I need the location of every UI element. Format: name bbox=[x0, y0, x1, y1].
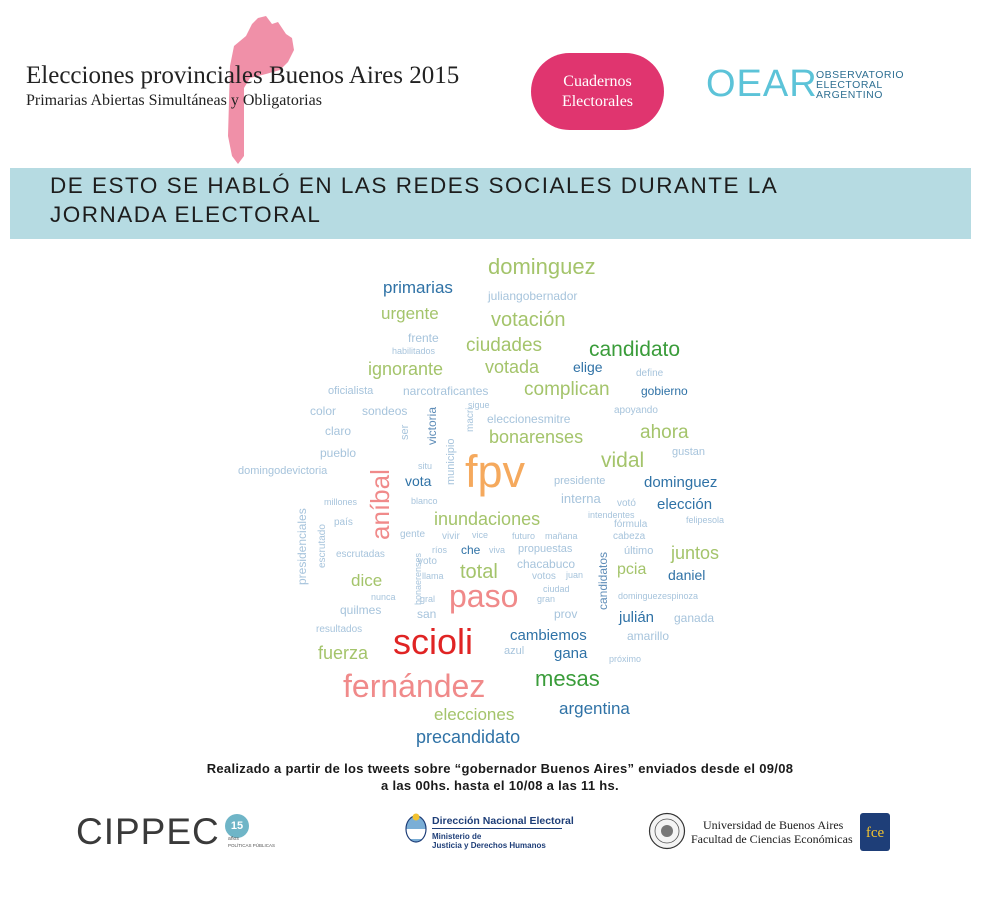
cloud-word: bonaerenses bbox=[413, 552, 423, 605]
cloud-word: votos bbox=[532, 571, 556, 582]
cloud-word: vota bbox=[405, 473, 432, 489]
cloud-word: último bbox=[624, 545, 654, 557]
cloud-word: pcia bbox=[617, 561, 647, 578]
uba-seal-icon bbox=[648, 812, 686, 850]
cloud-word: gran bbox=[537, 594, 556, 604]
cloud-word: gente bbox=[400, 529, 426, 540]
cloud-word: juliangobernador bbox=[488, 289, 578, 303]
cloud-word: precandidato bbox=[416, 727, 521, 747]
cloud-word: che bbox=[461, 543, 481, 557]
page-title: Elecciones provinciales Buenos Aires 2015 bbox=[26, 62, 460, 89]
cloud-word: fpv bbox=[465, 446, 526, 497]
cloud-word: ciudades bbox=[466, 335, 543, 356]
cloud-word: gral bbox=[420, 594, 436, 604]
cloud-word: habilitados bbox=[392, 346, 436, 356]
cloud-word: votó bbox=[617, 498, 636, 509]
cloud-word: llama bbox=[422, 571, 444, 581]
page-subtitle: Primarias Abiertas Simultáneas y Obligatorias bbox=[26, 92, 322, 109]
cloud-word: dominguezespinoza bbox=[618, 591, 699, 601]
cloud-word: nunca bbox=[371, 592, 396, 602]
cippec-logo: CIPPEC bbox=[76, 811, 220, 852]
cloud-word: dominguez bbox=[644, 474, 718, 491]
cloud-word: daniel bbox=[668, 567, 706, 583]
cloud-word: sigue bbox=[468, 400, 490, 410]
cloud-word: prov bbox=[554, 607, 578, 621]
fce-logo-text: fce bbox=[865, 825, 885, 841]
cloud-word: ciudad bbox=[543, 584, 570, 594]
cloud-word: ahora bbox=[640, 422, 689, 443]
cloud-word: amarillo bbox=[627, 629, 670, 643]
cloud-word: azul bbox=[504, 645, 525, 657]
cloud-word: vidal bbox=[601, 449, 645, 472]
cloud-word: bonarenses bbox=[489, 427, 584, 447]
cloud-word: juan bbox=[566, 570, 584, 580]
cloud-word: ríos bbox=[432, 545, 448, 555]
cloud-word: aníbal bbox=[365, 469, 395, 540]
cloud-word: define bbox=[636, 368, 664, 379]
cloud-word: futuro bbox=[512, 531, 536, 541]
dne-ministry-line-1: Ministerio de bbox=[432, 832, 482, 841]
cloud-word: chacabuco bbox=[517, 557, 576, 571]
cloud-word: primarias bbox=[383, 278, 453, 297]
cloud-word: escrutadas bbox=[336, 549, 385, 560]
cloud-word: sondeos bbox=[362, 404, 408, 418]
cloud-word: vice bbox=[472, 530, 489, 540]
pill-line-1: Cuadernos bbox=[563, 72, 632, 90]
cloud-word: color bbox=[310, 404, 337, 418]
fce-name: Facultad de Ciencias Económicas bbox=[691, 832, 853, 846]
cloud-word: eleccionesmitre bbox=[487, 412, 571, 426]
cloud-word: paso bbox=[449, 578, 519, 614]
national-coat-of-arms-icon bbox=[404, 812, 428, 844]
cloud-word: gustan bbox=[672, 446, 706, 458]
cloud-word: fuerza bbox=[318, 643, 369, 663]
cippec-anios-label: años bbox=[228, 836, 239, 842]
cloud-word: escrutado bbox=[317, 524, 328, 568]
cloud-word: elige bbox=[573, 359, 603, 375]
cloud-word: intendentes bbox=[588, 510, 635, 520]
cloud-word: pueblo bbox=[320, 446, 357, 460]
cloud-word: millones bbox=[324, 497, 358, 507]
cloud-word: elección bbox=[657, 496, 713, 513]
cloud-word: municipio bbox=[445, 438, 457, 485]
cloud-word: gobierno bbox=[641, 384, 688, 398]
cloud-word: inundaciones bbox=[434, 509, 541, 529]
cloud-word: cabeza bbox=[613, 531, 646, 542]
cloud-word: ignorante bbox=[368, 359, 444, 379]
cloud-word: candidatos bbox=[596, 551, 610, 610]
dne-divider bbox=[432, 828, 562, 829]
cloud-word: voto bbox=[418, 556, 437, 567]
cloud-word: situ bbox=[418, 461, 433, 471]
cloud-word: mañana bbox=[545, 531, 578, 541]
cloud-word: viva bbox=[489, 545, 506, 555]
caption-line-1: Realizado a partir de los tweets sobre “gobernador Buenos Aires” enviados desde el 09/08 bbox=[206, 761, 794, 776]
cloud-word: scioli bbox=[393, 621, 474, 662]
uba-name: Universidad de Buenos Aires bbox=[703, 818, 844, 832]
cloud-word: cambiemos bbox=[510, 627, 587, 644]
cloud-word: mesas bbox=[535, 666, 600, 691]
fce-logo bbox=[860, 813, 890, 851]
cloud-word: resultados bbox=[316, 624, 363, 635]
cloud-word: propuestas bbox=[518, 543, 573, 555]
cloud-word: julián bbox=[619, 609, 655, 626]
cloud-word: juntos bbox=[671, 543, 720, 563]
caption bbox=[120, 760, 880, 794]
pill-line-2: Electorales bbox=[561, 92, 634, 110]
cloud-word: votada bbox=[485, 357, 540, 377]
cloud-word: presidenciales bbox=[295, 508, 309, 585]
caption-line-2: a las 00hs. hasta el 10/08 a las 11 hs. bbox=[381, 778, 619, 793]
oear-line-1: OBSERVATORIO bbox=[816, 69, 905, 81]
cloud-word: macri bbox=[465, 407, 476, 432]
oear-logo: OEAR bbox=[706, 63, 818, 105]
cloud-word: argentina bbox=[559, 699, 630, 718]
cloud-word: país bbox=[334, 517, 353, 528]
cloud-word: fórmula bbox=[614, 519, 648, 530]
cloud-word: ganada bbox=[674, 611, 715, 625]
cloud-word: total bbox=[460, 561, 498, 583]
cloud-word: complican bbox=[524, 379, 610, 400]
cloud-word: dice bbox=[351, 571, 383, 590]
section-heading-line-2: JORNADA ELECTORAL bbox=[50, 202, 322, 227]
oear-line-3: ARGENTINO bbox=[816, 89, 883, 101]
cloud-word: vivir bbox=[442, 531, 460, 542]
cloud-word: quilmes bbox=[340, 603, 382, 617]
cloud-word: candidato bbox=[589, 338, 681, 361]
cloud-word: próximo bbox=[609, 654, 642, 664]
dne-ministry-line-2: Justicia y Derechos Humanos bbox=[432, 841, 546, 850]
cloud-word: claro bbox=[325, 424, 352, 438]
cloud-word: ser bbox=[399, 424, 411, 440]
cloud-word: gana bbox=[554, 645, 588, 662]
cloud-word: san bbox=[417, 607, 437, 621]
cloud-word: apoyando bbox=[614, 405, 658, 416]
cloud-word: victoria bbox=[425, 406, 439, 445]
section-heading-line-1: DE ESTO SE HABLÓ EN LAS REDES SOCIALES DURANTE LA bbox=[50, 173, 779, 198]
cloud-word: blanco bbox=[411, 496, 438, 506]
cloud-word: presidente bbox=[554, 475, 606, 487]
cippec-sub-label: POLÍTICAS PÚBLICAS bbox=[228, 843, 276, 848]
cloud-word: interna bbox=[561, 491, 601, 506]
cloud-word: oficialista bbox=[328, 385, 374, 397]
cloud-word: domingodevictoria bbox=[238, 465, 328, 477]
cloud-word: felipesola bbox=[686, 515, 725, 525]
cloud-word: narcotraficantes bbox=[403, 384, 489, 398]
cloud-word: urgente bbox=[381, 304, 439, 323]
cloud-word: votación bbox=[491, 309, 566, 331]
cloud-word: frente bbox=[408, 331, 439, 345]
cloud-word: fernández bbox=[343, 668, 486, 704]
oear-line-2: ELECTORAL bbox=[816, 79, 883, 91]
cloud-word: elecciones bbox=[434, 705, 515, 724]
cloud-word: dominguez bbox=[488, 254, 596, 279]
cippec-15-badge: 15 bbox=[225, 814, 249, 838]
dne-title: Dirección Nacional Electoral bbox=[432, 815, 574, 827]
